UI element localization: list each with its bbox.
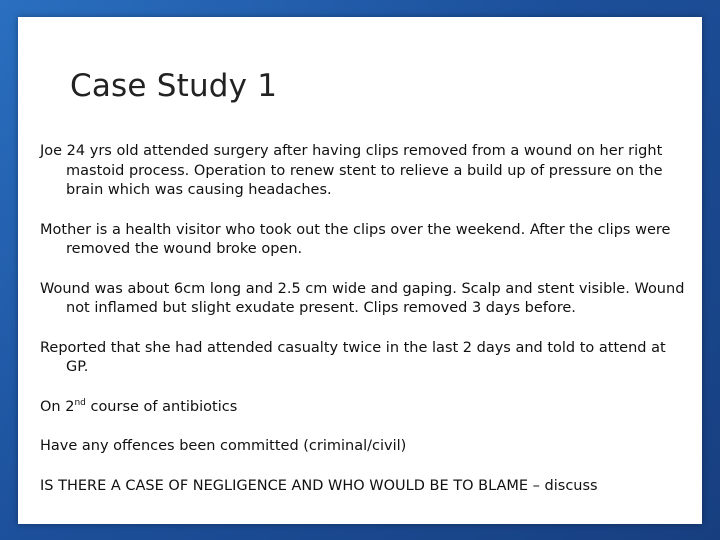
antibiotics-prefix: On 2 (40, 398, 75, 415)
paragraph-offences: Have any offences been committed (criminal/civil) (40, 438, 407, 454)
paragraph-wound: Wound was about 6cm long and 2.5 cm wide and gaping. Scalp and stent visible. Wound not inflamed but slight exudate present. Clips removed 3 days before. (40, 280, 685, 316)
paragraph-patient-history: Joe 24 yrs old attended surgery after having clips removed from a wound on her right mastoid process. Operation to renew stent to relieve a build up of pressure on the brain which was causing headaches. (40, 143, 663, 198)
paragraph-discussion: IS THERE A CASE OF NEGLIGENCE AND WHO WOULD BE TO BLAME – discuss (40, 477, 598, 494)
paragraph-casualty: Reported that she had attended casualty twice in the last 2 days and told to attend at GP. (40, 339, 666, 375)
paragraph-mother: Mother is a health visitor who took out the clips over the weekend. After the clips were removed the wound broke open. (40, 221, 671, 257)
slide-body (40, 142, 690, 516)
antibiotics-superscript: nd (74, 397, 86, 408)
paragraph-antibiotics (40, 398, 690, 418)
slide-title: Case Study 1 (70, 68, 278, 104)
antibiotics-suffix: course of antibiotics (85, 398, 238, 415)
